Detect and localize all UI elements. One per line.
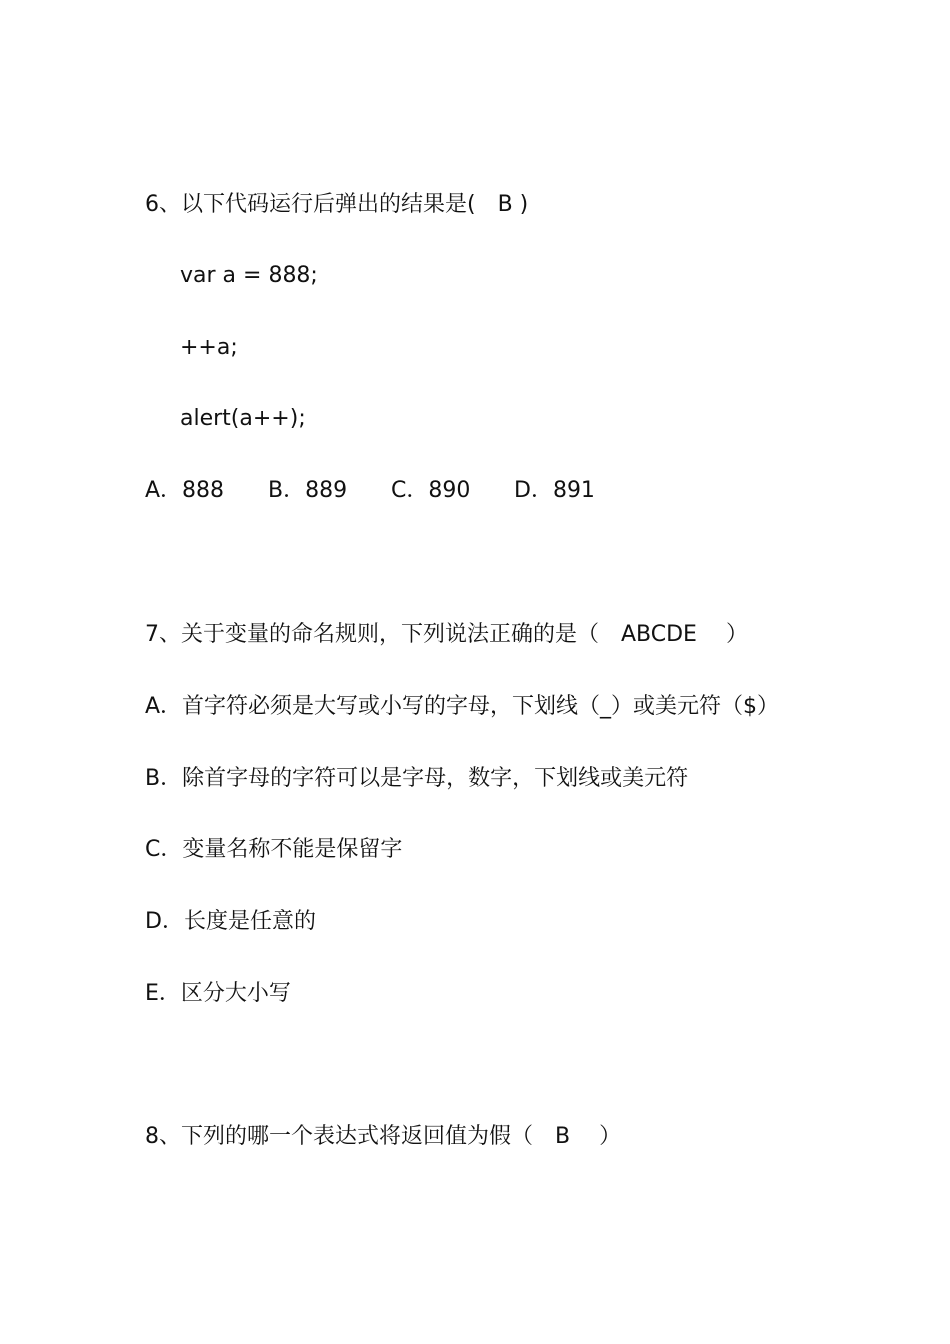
question-6-options — [145, 476, 845, 506]
question-8-text: 8、下列的哪一个表达式将返回值为假（ B ） — [145, 1124, 622, 1149]
option-d: D．891 — [514, 478, 595, 503]
option-c: C．890 — [391, 478, 471, 503]
question-7-option-d: D．长度是任意的 — [145, 909, 316, 934]
question-6-text: 6、以下代码运行后弹出的结果是( B ) — [145, 192, 529, 217]
code-line-1: var a = 888; — [180, 263, 318, 288]
question-7-text: 7、关于变量的命名规则，下列说法正确的是（ ABCDE ） — [145, 622, 748, 647]
option-a: A．888 — [145, 478, 225, 503]
question-7-option-e: E．区分大小写 — [145, 981, 291, 1006]
code-line-3: alert(a++); — [180, 406, 306, 431]
code-line-2: ++a; — [180, 335, 238, 360]
question-7-option-b: B．除首字母的字符可以是字母，数字，下划线或美元符 — [145, 766, 689, 791]
question-7-option-a: A．首字符必须是大写或小写的字母，下划线（_）或美元符（$） — [145, 694, 780, 719]
question-7-option-c: C．变量名称不能是保留字 — [145, 837, 403, 862]
option-b: B．889 — [268, 478, 348, 503]
